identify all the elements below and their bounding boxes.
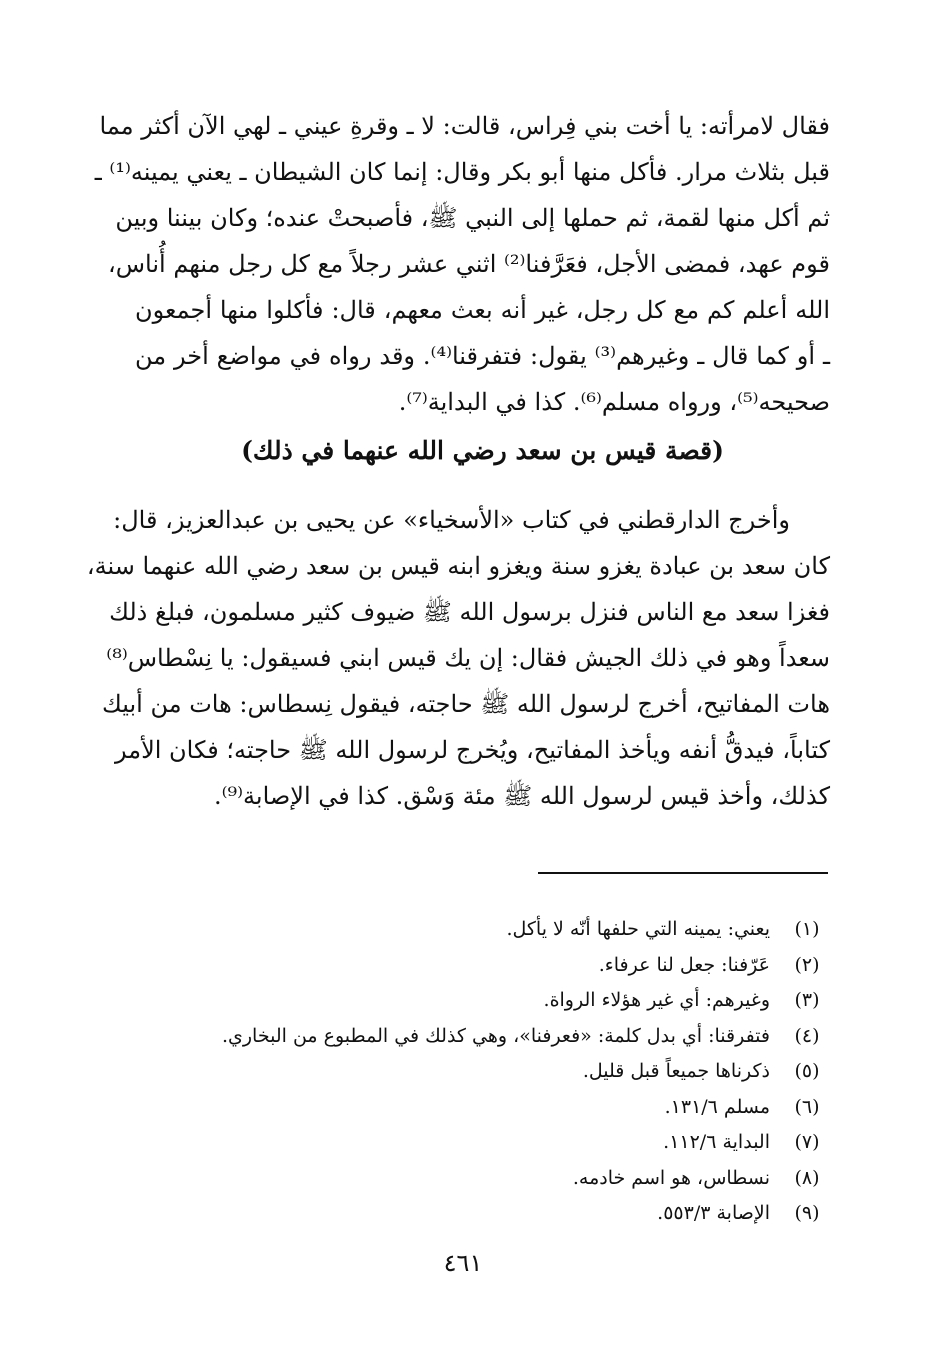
text-line: ـ أو كما قال ـ وغيرهم⁽³⁾ يقول: فتفرقنا⁽⁴⁾. وقد رواه في مواضع أخر من [135,342,830,370]
footnote-item [140,983,830,1019]
footnote-item [140,912,830,948]
footnote-text: وغيرهم: أي غير هؤلاء الرواة. [543,989,770,1011]
text-line: كذلك، وأخذ قيس لرسول الله ﷺ مئة وَسْق. كذا في الإصابة⁽⁹⁾. [213,782,830,810]
text-line: وأخرج الدارقطني في كتاب «الأسخياء» عن يحيى بن عبدالعزيز، قال: [113,506,790,534]
paragraph-1 [94,103,831,425]
text-line: فقال لامرأته: يا أخت بني فِراس، قالت: لا ـ وقرةِ عيني ـ لهي الآن أكثر مما [99,112,830,140]
footnote-number: (٣) [794,989,820,1011]
footnote-number: (٥) [794,1060,820,1082]
footnote-number: (٦) [794,1095,820,1118]
footnote-text: البداية ١١٢/٦. [663,1131,770,1153]
text-line: صحيحه⁽⁵⁾، ورواه مسلم⁽⁶⁾. كذا في البداية⁽⁷⁾. [398,388,830,416]
footnote-number: (٨) [794,1166,820,1189]
footnote-item [140,1054,830,1090]
section-heading: (قصة قيس بن سعد رضي الله عنهما في ذلك) [241,436,724,465]
footnote-text: مسلم ١٣١/٦. [664,1095,770,1118]
text-line: هات المفاتيح، أخرج لرسول الله ﷺ حاجته، فيقول نِسطاس: هات من أبيك [102,690,830,718]
paragraph-2 [86,497,830,819]
text-line: قوم عهد، فمضى الأجل، فعَرَّفنا⁽²⁾ اثني عشر رجلاً مع كل رجل منهم أُناس، [108,250,830,278]
footnote-text: عَرّفنا: جعل لنا عرفاء. [598,953,770,976]
text-line: كان سعد بن عبادة يغزو سنة ويغزو ابنه قيس بن سعد رضي الله عنهما سنة، [86,552,830,580]
footnote-number: (٧) [794,1131,820,1153]
page-number: ٤٦١ [443,1249,483,1277]
footnote-text: نسطاس، هو اسم خادمه. [572,1166,770,1189]
footnote-item [140,1161,830,1197]
footnote-text: فتفرقنا: أي بدل كلمة: «فعرفنا»، وهي كذلك في المطبوع من البخاري. [221,1024,770,1047]
footnote-separator [538,872,828,874]
text-line: كتاباً، فيدقُّ أنفه ويأخذ المفاتيح، ويُخرج لرسول الله ﷺ حاجته؛ فكان الأمر [114,736,830,764]
footnotes [140,912,830,1232]
footnote-number: (٢) [794,953,820,976]
footnote-text: يعني: يمينه التي حلفها أنّه لا يأكل. [506,918,770,940]
footnote-number: (٤) [794,1024,820,1047]
footnote-number: (١) [794,918,820,940]
footnote-item [140,1090,830,1126]
footnote-number: (٩) [794,1202,820,1224]
footnote-item [140,948,830,984]
text-line: قبل بثلاث مرار. فأكل منها أبو بكر وقال: إنما كان الشيطان ـ يعني يمينه⁽¹⁾ ـ [94,158,830,186]
footnote-item [140,1019,830,1055]
text-line: فغزا سعد مع الناس فنزل برسول الله ﷺ ضيوف كثير مسلمون، فبلغ ذلك [109,598,830,626]
text-line: الله أعلم كم مع كل رجل، غير أنه بعث معهم، قال: فأكلوا منها أجمعون [135,296,831,324]
text-line: سعداً وهو في ذلك الجيش فقال: إن يك قيس ابني فسيقول: يا نِسْطاس⁽⁸⁾ [106,644,830,672]
footnote-item [140,1125,830,1161]
footnote-text: ذكرناها جميعاً قبل قليل. [582,1060,770,1082]
text-line: ثم أكل منها لقمة، ثم حملها إلى النبي ﷺ، فأصبحتْ عنده؛ وكان بيننا وبين [115,204,830,232]
footnote-text: الإصابة ٥٥٣/٣. [657,1202,770,1224]
footnote-item [140,1196,830,1232]
